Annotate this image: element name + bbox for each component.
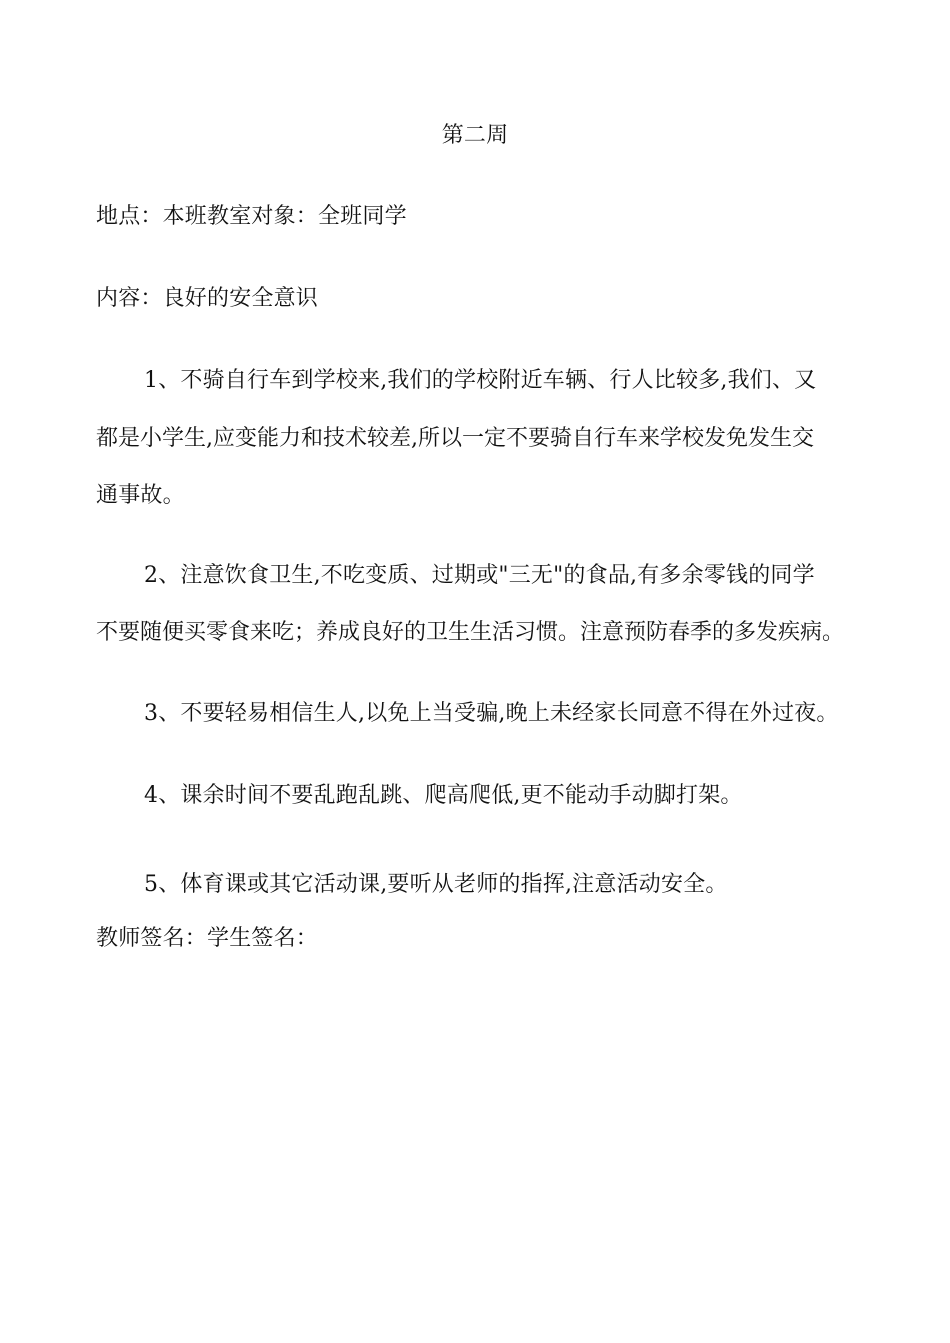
item-1-line-3: 通事故。: [96, 483, 185, 508]
item-3-line-1: 3、不要轻易相信生人,以免上当受骗,晚上未经家长同意不得在外过夜。: [144, 701, 839, 726]
signature-line: 教师签名：学生签名：: [96, 926, 319, 951]
item-5-line-1: 5、体育课或其它活动课,要听从老师的指挥,注意活动安全。: [144, 872, 728, 897]
page-title: 第二周: [441, 123, 509, 148]
item-2-line-1: 2、注意饮食卫生,不吃变质、过期或"三无"的食品,有多余零钱的同学: [144, 563, 815, 588]
item-2-line-2: 不要随便买零食来吃；养成良好的卫生生活习惯。注意预防春季的多发疾病。: [96, 620, 845, 645]
location-target-line: 地点：本班教室对象：全班同学: [96, 204, 407, 229]
item-1-line-1: 1、不骑自行车到学校来,我们的学校附近车辆、行人比较多,我们、又: [144, 368, 817, 393]
item-4-line-1: 4、课余时间不要乱跑乱跳、爬高爬低,更不能动手动脚打架。: [144, 783, 743, 808]
content-line: 内容：良好的安全意识: [96, 286, 319, 311]
item-1-line-2: 都是小学生,应变能力和技术较差,所以一定不要骑自行车来学校发免发生交: [96, 426, 814, 451]
